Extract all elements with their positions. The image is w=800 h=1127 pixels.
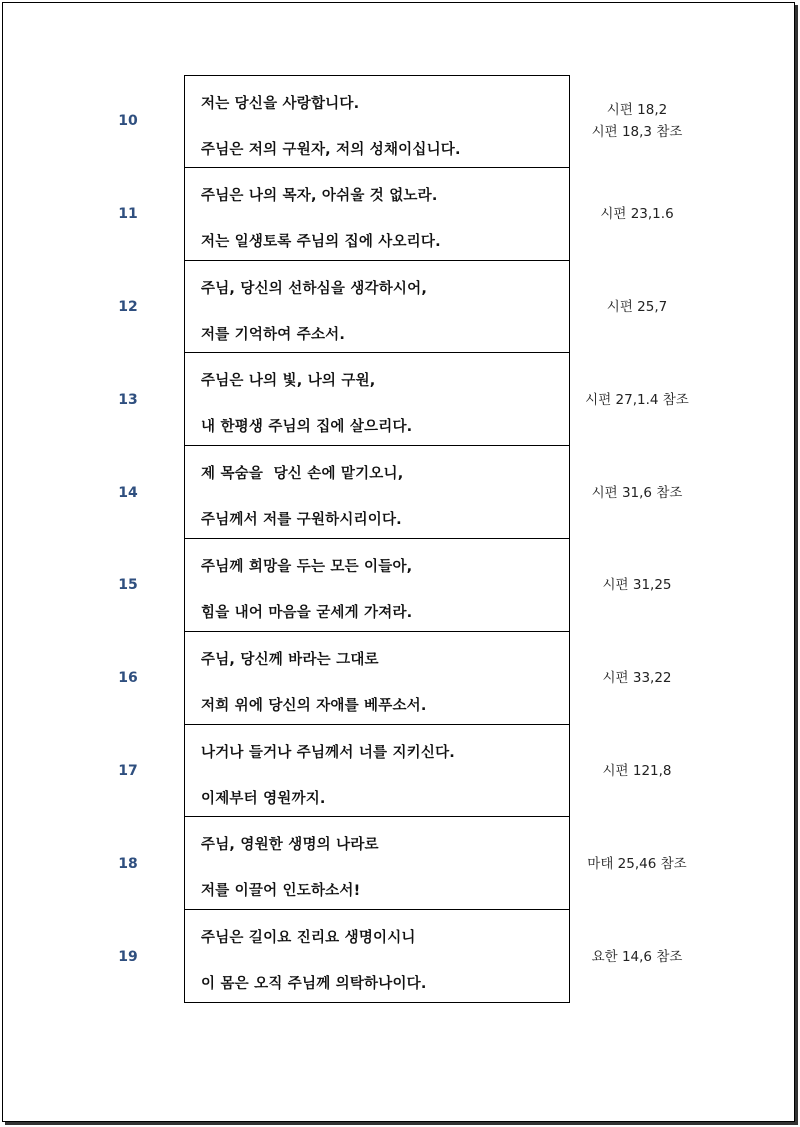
reference-line-1: 시편 25,7: [606, 298, 668, 315]
verse-text-box: [184, 446, 570, 539]
verse-row: [3, 725, 794, 818]
verse-number: 14: [118, 484, 138, 501]
verse-row: [3, 632, 794, 725]
verse-row: [3, 910, 794, 1003]
verse-number: 13: [118, 391, 138, 408]
verse-line-2: 저를 기억하여 주소서.: [201, 326, 346, 343]
verse-row: [3, 539, 794, 632]
reference-line-1: 시편 33,22: [602, 670, 672, 687]
verse-reference: [575, 261, 699, 354]
verse-line-2: 저를 이끌어 인도하소서!: [201, 883, 361, 900]
verse-reference: [575, 353, 699, 446]
reference-line-1: 시편 23,1.6: [600, 206, 674, 223]
verse-number: 12: [118, 298, 138, 315]
verse-number: 16: [118, 670, 138, 687]
verse-row: [3, 817, 794, 910]
reference-line-1: 시편 121,8: [602, 762, 672, 779]
verse-number: 17: [118, 762, 138, 779]
verse-number: 10: [118, 113, 138, 130]
verse-reference: [575, 632, 699, 725]
reference-line-1: 마태 25,46 참조: [587, 855, 687, 872]
verse-reference: [575, 725, 699, 818]
verse-row: [3, 261, 794, 354]
reference-line-1: 시편 31,6 참조: [591, 484, 683, 501]
reference-line-1: 요한 14,6 참조: [591, 948, 683, 965]
verse-line-2: 저희 위에 당신의 자애를 베푸소서.: [201, 697, 427, 714]
verse-row: [3, 353, 794, 446]
verse-reference: [575, 817, 699, 910]
verse-row: [3, 446, 794, 539]
verse-line-1: 주님은 나의 목자, 아쉬울 것 없노라.: [201, 187, 438, 204]
reference-line-2: 시편 18,3 참조: [591, 124, 683, 141]
verse-row: [3, 168, 794, 261]
verse-line-1: 나거나 들거나 주님께서 너를 지키신다.: [201, 744, 456, 761]
verse-text-box: [184, 353, 570, 446]
reference-line-1: 시편 18,2: [606, 102, 668, 119]
verse-reference: [575, 75, 699, 168]
verse-text-box: [184, 539, 570, 632]
verse-text-box: [184, 75, 570, 168]
verse-text-box: [184, 725, 570, 818]
verse-line-1: 주님, 영원한 생명의 나라로: [201, 837, 379, 854]
reference-line-1: 시편 31,25: [602, 577, 672, 594]
verse-line-1: 주님은 나의 빛, 나의 구원,: [201, 373, 376, 390]
verse-number: 19: [118, 948, 138, 965]
verse-number: 15: [118, 577, 138, 594]
verse-line-1: 제 목숨을 당신 손에 맡기오니,: [201, 466, 404, 483]
verse-reference: [575, 168, 699, 261]
verse-reference: [575, 446, 699, 539]
verse-number: 18: [118, 855, 138, 872]
verse-number: 11: [118, 206, 138, 223]
verse-line-2: 주님께서 저를 구원하시리이다.: [201, 512, 402, 529]
verse-line-1: 주님, 당신의 선하심을 생각하시어,: [201, 280, 428, 297]
verse-line-1: 주님께 희망을 두는 모든 이들아,: [201, 558, 413, 575]
verse-reference: [575, 539, 699, 632]
verse-line-2: 이 몸은 오직 주님께 의탁하나이다.: [201, 976, 427, 993]
verse-line-1: 주님은 길이요 진리요 생명이시니: [201, 930, 416, 947]
verse-line-2: 주님은 저의 구원자, 저의 성채이십니다.: [201, 142, 461, 158]
verse-text-box: [184, 632, 570, 725]
verse-list: [3, 75, 794, 1003]
verse-text-box: [184, 261, 570, 354]
verse-line-1: 저는 당신을 사랑합니다.: [201, 96, 360, 112]
verse-reference: [575, 910, 699, 1003]
verse-text-box: [184, 910, 570, 1003]
verse-text-box: [184, 817, 570, 910]
verse-line-2: 내 한평생 주님의 집에 살으리다.: [201, 419, 413, 436]
verse-line-1: 주님, 당신께 바라는 그대로: [201, 651, 379, 668]
reference-line-1: 시편 27,1.4 참조: [585, 391, 689, 408]
verse-text-box: [184, 168, 570, 261]
verse-row: [3, 75, 794, 168]
verse-line-2: 힘을 내어 마음을 굳세게 가져라.: [201, 604, 413, 621]
verse-line-2: 저는 일생토록 주님의 집에 사오리다.: [201, 233, 441, 250]
document-page: [2, 2, 795, 1122]
verse-line-2: 이제부터 영원까지.: [201, 790, 326, 807]
